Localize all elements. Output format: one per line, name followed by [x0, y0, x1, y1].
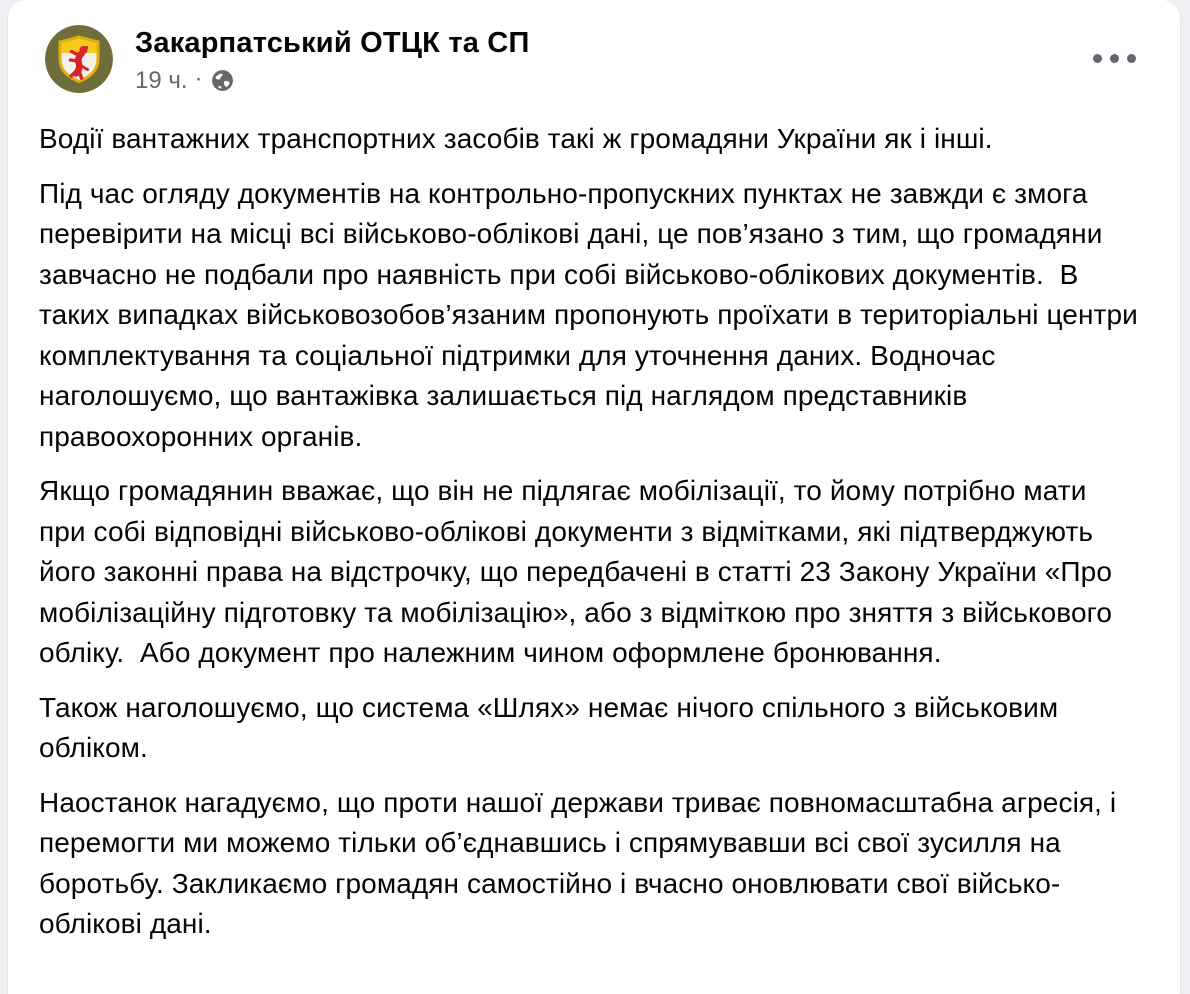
post-timestamp[interactable]: [135, 64, 530, 94]
post-header: [8, 0, 1180, 93]
post-paragraph: Водії вантажних транспортних засобів такі ж громадяни України як і інші.: [39, 123, 993, 155]
post-paragraph: Якщо громадянин вважає, що він не підлягає мобілізації, то йому потрібно мати при собі відповідні військово-облікові документи з відмітками, які підтверджують його законні права на відстрочку, що передбачені в статті 23 Закону України «Про мобілізаційну підготовку та мобілізацію», або з відміткою про зняття з військового обліку. Або документ про належним чином оформлене бронювання.: [39, 475, 1120, 669]
globe-icon: [210, 68, 235, 93]
post-menu-button[interactable]: [1086, 36, 1142, 80]
timestamp-label: 19 ч.: [135, 66, 188, 94]
post-card: [8, 0, 1180, 994]
post-paragraph: Наостанок нагадуємо, що проти нашої держави триває повномасштабна агресія, і перемогти ми можемо тільки об’єднавшись і спрямувавши всі свої зусилля на боротьбу. Закликаємо громадян самостійно і вчасно оновлювати свої військо-облікові дані.: [39, 786, 1125, 940]
post-paragraph: Під час огляду документів на контрольно-пропускних пунктах не завжди є змога перевірити на місці всі військово-облікові дані, це пов’язано з тим, що громадяни завчасно не подбали про наявність при собі військово-облікових документів. В таких випадках військовозобов’язаним пропонують проїхати в територіальні центри комплектування та соціальної підтримки для уточнення даних. Водночас наголошуємо, що вантажівка залишається під наглядом представників правоохоронних органів.: [39, 177, 1146, 452]
post-paragraph: Також наголошуємо, що система «Шлях» немає нічого спільного з військовим обліком.: [39, 691, 1067, 764]
page-name-link[interactable]: Закарпатський ОТЦК та СП: [135, 27, 530, 59]
shield-with-red-bear-emblem: [45, 25, 113, 93]
page-avatar[interactable]: [45, 25, 113, 93]
post-header-text: [135, 25, 530, 93]
meta-separator: ·: [194, 64, 203, 92]
post-content: [8, 93, 1180, 945]
ellipsis-icon: [1093, 54, 1136, 63]
